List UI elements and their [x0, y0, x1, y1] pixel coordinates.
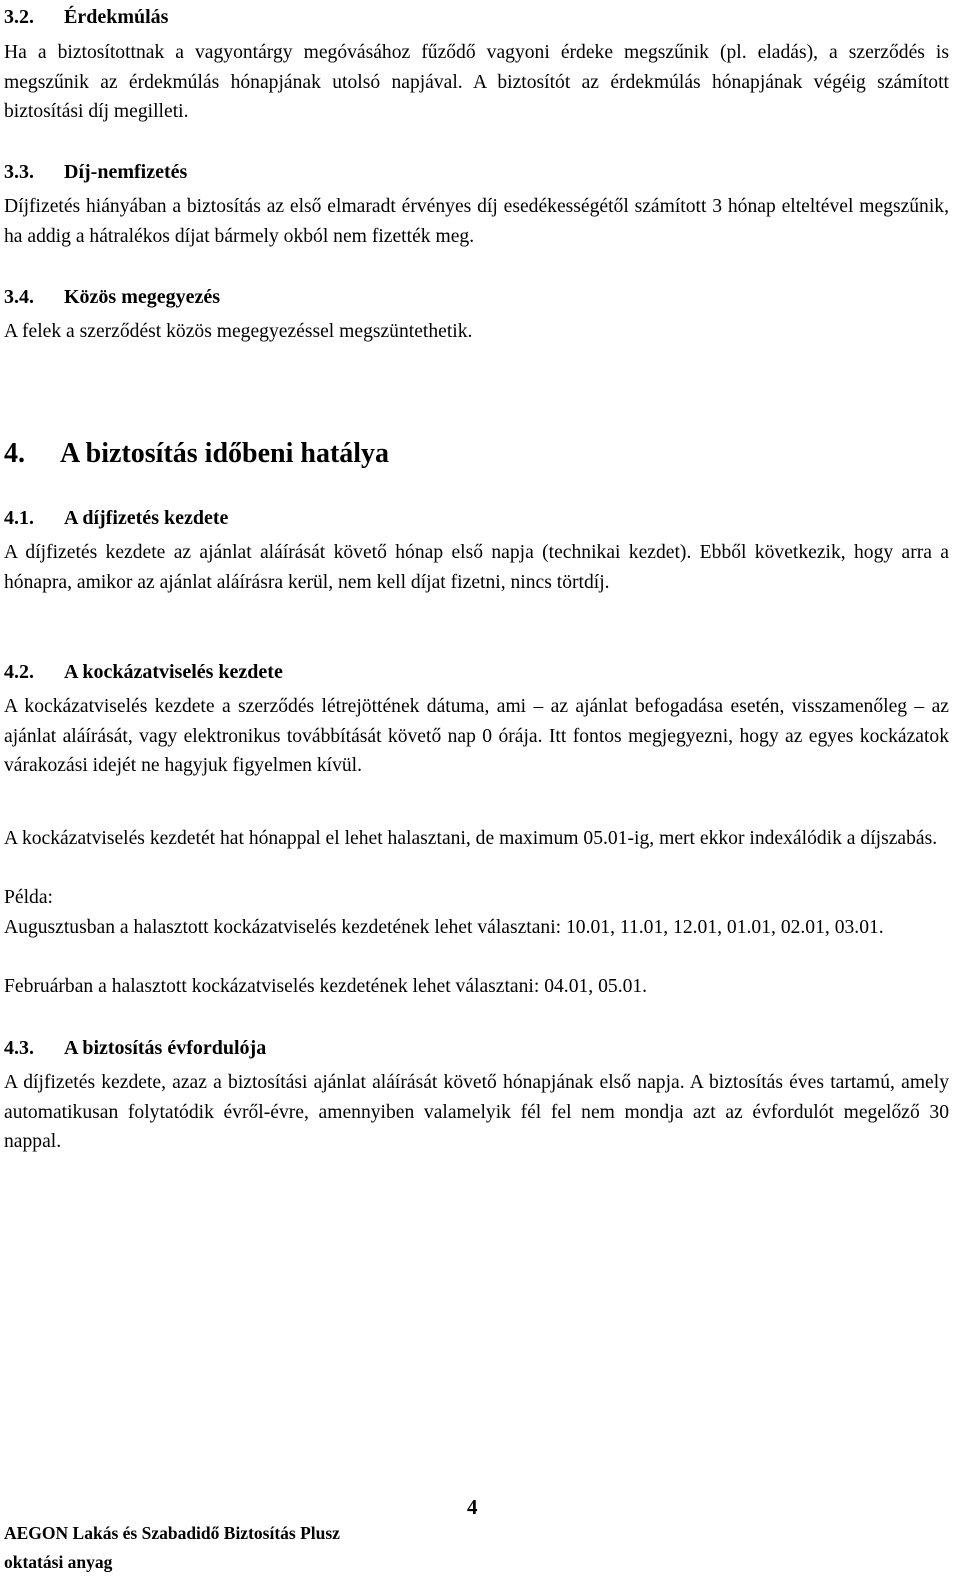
paragraph-4-2-deferral: A kockázatviselés kezdetét hat hónappal el lehet halasztani, de maximum 05.01-ig, mert ekkor indexálódik a díjszabás. — [4, 828, 938, 849]
footer-subtitle: oktatási anyag — [4, 1552, 113, 1572]
heading-4 — [4, 436, 389, 472]
heading-number: 4.1. — [4, 507, 34, 529]
heading-title: A díjfizetés kezdete — [64, 507, 229, 529]
paragraph-3-4: A felek a szerződést közös megegyezéssel megszüntethetik. — [4, 321, 473, 342]
heading-number: 3.3. — [4, 161, 34, 183]
paragraph-3-2: Ha a biztosítottnak a vagyontárgy megóvásához fűződő vagyoni érdeke megszűnik (pl. eladás), a szerződés is megszűnik az érdekmúlás hónapjának utolsó napjával. A biztosítót az érdekmúlás hónapjának végéig számított biztosítási díj megilleti. — [4, 42, 949, 122]
example-february: Februárban a halasztott kockázatviselés kezdetének lehet választani: 04.01, 05.01. — [4, 976, 648, 997]
heading-title: Érdekmúlás — [64, 6, 169, 28]
footer-title: AEGON Lakás és Szabadidő Biztosítás Plusz — [4, 1523, 340, 1543]
example-label: Példa: — [4, 887, 53, 908]
heading-3-3 — [4, 159, 187, 185]
heading-title: A kockázatviselés kezdete — [64, 661, 283, 683]
heading-number: 3.4. — [4, 286, 34, 308]
page-number: 4 — [467, 1495, 478, 1519]
paragraph-4-2-main: A kockázatviselés kezdete a szerződés létrejöttének dátuma, ami – az ajánlat befogadása esetén, visszamenőleg – az ajánlat aláírását, vagy elektronikus továbbítását követő nap 0 órája. Itt fontos megjegyezni, hogy az egyes kockázatok várakozási idejét ne hagyjuk figyelmen kívül. — [4, 696, 949, 776]
heading-title: A biztosítás időbeni hatálya — [60, 438, 390, 469]
heading-4-3 — [4, 1035, 266, 1061]
heading-title: A biztosítás évfordulója — [64, 1037, 267, 1059]
heading-title: Közös megegyezés — [64, 286, 221, 308]
heading-4-2 — [4, 659, 283, 685]
heading-number: 4.3. — [4, 1037, 34, 1059]
paragraph-3-3: Díjfizetés hiányában a biztosítás az első elmaradt érvényes díj esedékességétől számított 3 hónap elteltével megszűnik, ha addig a hátralékos díjat bármely okból nem fizették meg. — [4, 196, 949, 247]
heading-4-1 — [4, 505, 228, 531]
heading-number: 4.2. — [4, 661, 34, 683]
heading-3-4 — [4, 284, 220, 310]
paragraph-4-1: A díjfizetés kezdete az ajánlat aláírását követő hónap első napja (technikai kezdet). Ebből következik, hogy arra a hónapra, amikor az ajánlat aláírásra kerül, nem kell díjat fizetni, nincs törtdíj. — [4, 542, 949, 593]
heading-title: Díj-nemfizetés — [64, 161, 188, 183]
example-august: Augusztusban a halasztott kockázatviselés kezdetének lehet választani: 10.01, 11.01, 12.01, 01.01, 02.01, 03.01. — [4, 917, 884, 938]
paragraph-4-3: A díjfizetés kezdete, azaz a biztosítási ajánlat aláírását követő hónapjának első napja. A biztosítás éves tartamú, amely automatikusan folytatódik évről-évre, amennyiben valamelyik fél fel nem mondja azt az évfordulót megelőző 30 nappal. — [4, 1072, 949, 1152]
heading-number: 4. — [4, 438, 25, 469]
heading-number: 3.2. — [4, 6, 34, 28]
heading-3-2 — [4, 4, 168, 30]
